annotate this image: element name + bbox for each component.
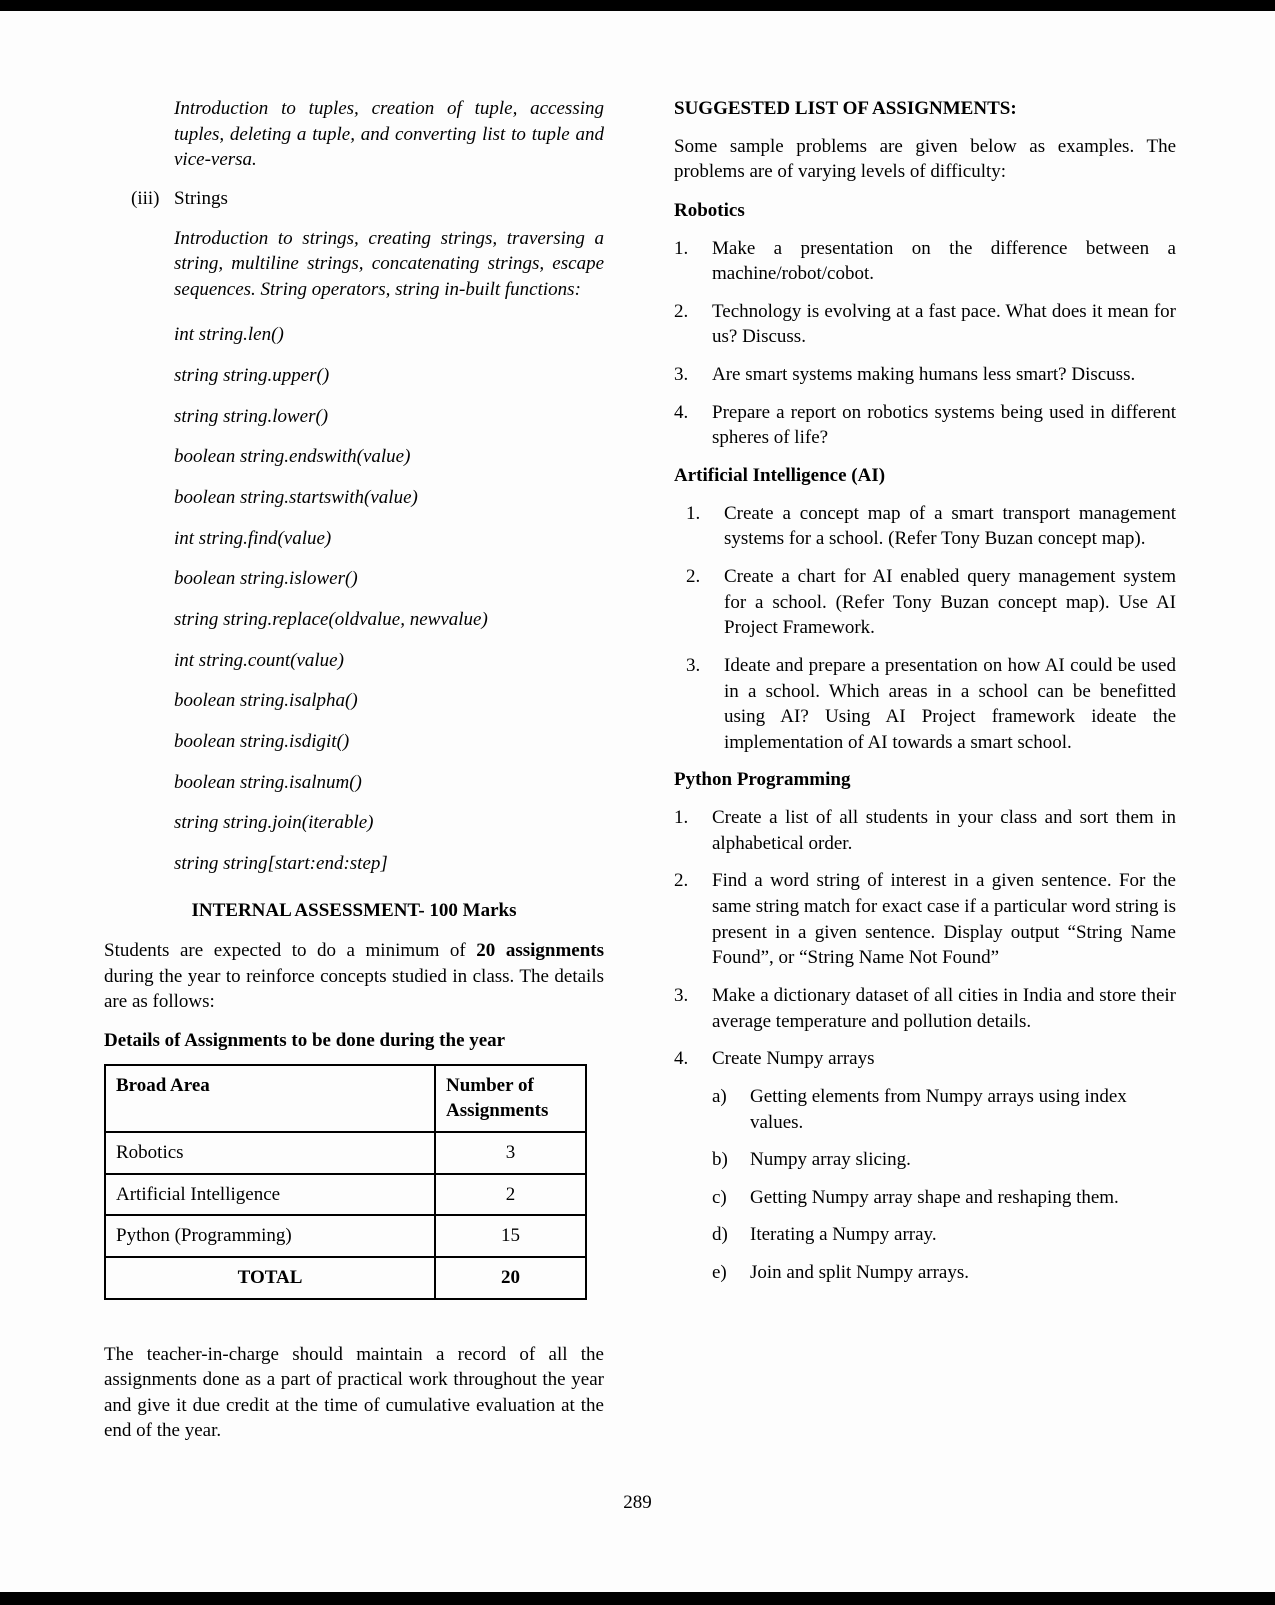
sub-list-item-marker: c) [712, 1186, 727, 1208]
sub-list-item-text: Getting Numpy array shape and reshaping them. [750, 1186, 1119, 1208]
sub-list-item [712, 1084, 1176, 1135]
table-header-number-of-assignments: Number of Assignments [435, 1065, 586, 1132]
string-function-line: string string.upper() [174, 365, 330, 387]
list-item-marker: 3. [674, 984, 689, 1006]
list-item-strings [131, 186, 604, 212]
list-item-marker: 4. [674, 401, 689, 423]
sub-list-item [712, 1185, 1176, 1211]
sub-list-item-marker: d) [712, 1224, 728, 1246]
table-total-label: TOTAL [105, 1257, 435, 1299]
sub-list-item-text: Numpy array slicing. [750, 1149, 911, 1171]
table-total-value: 20 [435, 1257, 586, 1299]
list-item-text: Create a concept map of a smart transport management systems for a school. (Refer Tony Buzan concept map). [724, 502, 1176, 550]
sub-list-item-text: Iterating a Numpy array. [750, 1224, 937, 1246]
list-item-text: Make a dictionary dataset of all cities in India and store their average temperature and pollution details. [712, 984, 1176, 1032]
list-item [686, 564, 1176, 641]
list-item [686, 653, 1176, 756]
string-function-line: int string.count(value) [174, 649, 344, 671]
sub-list-item-marker: e) [712, 1262, 727, 1284]
string-function-line: boolean string.isalpha() [174, 690, 358, 712]
list-item-marker: 4. [674, 1048, 689, 1070]
string-function-line: string string.join(iterable) [174, 812, 374, 834]
table-row [105, 1132, 586, 1174]
table-cell-number: 3 [435, 1132, 586, 1174]
sub-list-item-marker: b) [712, 1149, 728, 1171]
list-item [674, 1046, 1176, 1072]
list-item-text: Create a list of all students in your class and sort them in alphabetical order. [712, 807, 1176, 854]
sub-list-item-marker: a) [712, 1085, 727, 1107]
section-title-artificial-intelligence: Artificial Intelligence (AI) [674, 465, 886, 487]
students-paragraph-bold: 20 assignments [476, 940, 605, 962]
list-item-text: Create a chart for AI enabled query management system for a school. (Refer Tony Buzan concept map). Use AI Project Framework. [724, 565, 1176, 639]
table-header-row [105, 1065, 586, 1132]
list-item [674, 400, 1176, 451]
table-row [105, 1174, 586, 1216]
string-function-line: int string.find(value) [174, 527, 332, 549]
ai-assignments-list [674, 501, 1176, 756]
sub-list-item [712, 1147, 1176, 1173]
numpy-subitems-list [674, 1084, 1176, 1286]
left-column [104, 96, 604, 1457]
students-paragraph-text-1: Students are expected to do a minimum of [104, 940, 477, 962]
sub-list-item [712, 1260, 1176, 1286]
internal-assessment-paragraph [104, 938, 604, 1015]
string-function-line: string string[start:end:step] [174, 852, 388, 874]
string-function-line: int string.len() [174, 324, 284, 346]
table-cell-broad-area: Artificial Intelligence [105, 1174, 435, 1216]
list-item [686, 501, 1176, 552]
string-function-line: boolean string.endswith(value) [174, 446, 411, 468]
suggested-assignments-intro: Some sample problems are given below as examples. The problems are of varying levels of difficulty: [674, 135, 1176, 183]
list-item-text: Technology is evolving at a fast pace. What does it mean for us? Discuss. [712, 300, 1176, 348]
list-item [674, 983, 1176, 1034]
table-cell-broad-area: Robotics [105, 1132, 435, 1174]
list-item-text: Ideate and prepare a presentation on how AI could be used in a school. Which areas in a school can be benefitted using AI? Using AI Project framework ideate the implementation of AI towards a smart school. [724, 654, 1176, 753]
list-item-marker: 1. [674, 237, 689, 259]
string-function-line: boolean string.islower() [174, 568, 358, 590]
string-function-line: boolean string.isdigit() [174, 730, 350, 752]
assignments-table [104, 1064, 587, 1300]
teacher-in-charge-paragraph: The teacher-in-charge should maintain a record of all the assignments done as a part of practical work throughout the year and give it due credit at the time of cumulative evaluation at the end of the year. [104, 1343, 604, 1442]
list-item [674, 236, 1176, 287]
string-function-line: string string.lower() [174, 405, 329, 427]
list-item-text: Prepare a report on robotics systems being used in different spheres of life? [712, 401, 1176, 449]
string-function-line: boolean string.isalnum() [174, 771, 362, 793]
table-cell-number: 2 [435, 1174, 586, 1216]
list-item-marker: 1. [686, 502, 701, 524]
table-cell-broad-area: Python (Programming) [105, 1215, 435, 1257]
list-item-marker: 3. [686, 654, 701, 676]
right-column [674, 96, 1176, 1457]
scan-edge-bottom [0, 1592, 1275, 1605]
internal-assessment-heading: INTERNAL ASSESSMENT- 100 Marks [191, 900, 517, 922]
section-title-python-programming: Python Programming [674, 769, 851, 791]
robotics-assignments-list [674, 236, 1176, 451]
sub-list-item-text: Getting elements from Numpy arrays using index values. [750, 1085, 1127, 1133]
list-item-marker: 2. [674, 300, 689, 322]
list-item [674, 868, 1176, 971]
tuples-intro-paragraph: Introduction to tuples, creation of tuple, accessing tuples, deleting a tuple, and converting list to tuple and vice-versa. [174, 98, 604, 171]
list-item-marker: 2. [686, 565, 701, 587]
list-item-text: Make a presentation on the difference between a machine/robot/cobot. [712, 237, 1176, 285]
list-item [674, 805, 1176, 856]
table-total-row [105, 1257, 586, 1299]
table-body [105, 1132, 586, 1257]
table-cell-number: 15 [435, 1215, 586, 1257]
students-paragraph-text-2: during the year to reinforce concepts studied in class. The details are as follows: [104, 965, 604, 1013]
list-label: Strings [174, 187, 228, 209]
list-item-marker: 2. [674, 870, 689, 892]
list-item-text: Are smart systems making humans less smart? Discuss. [712, 364, 1136, 386]
page-content [104, 96, 1176, 1457]
suggested-assignments-heading: SUGGESTED LIST OF ASSIGNMENTS: [674, 98, 1017, 119]
list-marker: (iii) [131, 187, 160, 209]
string-function-line: string string.replace(oldvalue, newvalue) [174, 608, 488, 630]
python-assignments-list [674, 805, 1176, 1072]
list-item-marker: 1. [674, 807, 689, 829]
section-title-robotics: Robotics [674, 199, 745, 221]
table-header-broad-area: Broad Area [105, 1065, 435, 1132]
assignments-details-heading: Details of Assignments to be done during the year [104, 1030, 506, 1052]
table-row [105, 1215, 586, 1257]
sub-list-item [712, 1222, 1176, 1248]
list-item [674, 362, 1176, 388]
strings-intro-paragraph: Introduction to strings, creating strings, traversing a string, multiline strings, concatenating strings, escape sequences. String operators, string in-built functions: [174, 227, 604, 300]
list-item-text: Create Numpy arrays [712, 1048, 875, 1070]
page-number: 289 [623, 1492, 652, 1513]
sub-list-item-text: Join and split Numpy arrays. [750, 1262, 970, 1284]
string-function-line: boolean string.startswith(value) [174, 487, 418, 509]
scan-edge-top [0, 0, 1275, 11]
string-functions-list [174, 322, 604, 876]
list-item-text: Find a word string of interest in a given sentence. For the same string match for exact case if a particular word string is present in a given sentence. Display output “String Name Found”, or “String Name Not Found” [712, 870, 1176, 969]
list-item [674, 299, 1176, 350]
list-item-marker: 3. [674, 364, 689, 386]
